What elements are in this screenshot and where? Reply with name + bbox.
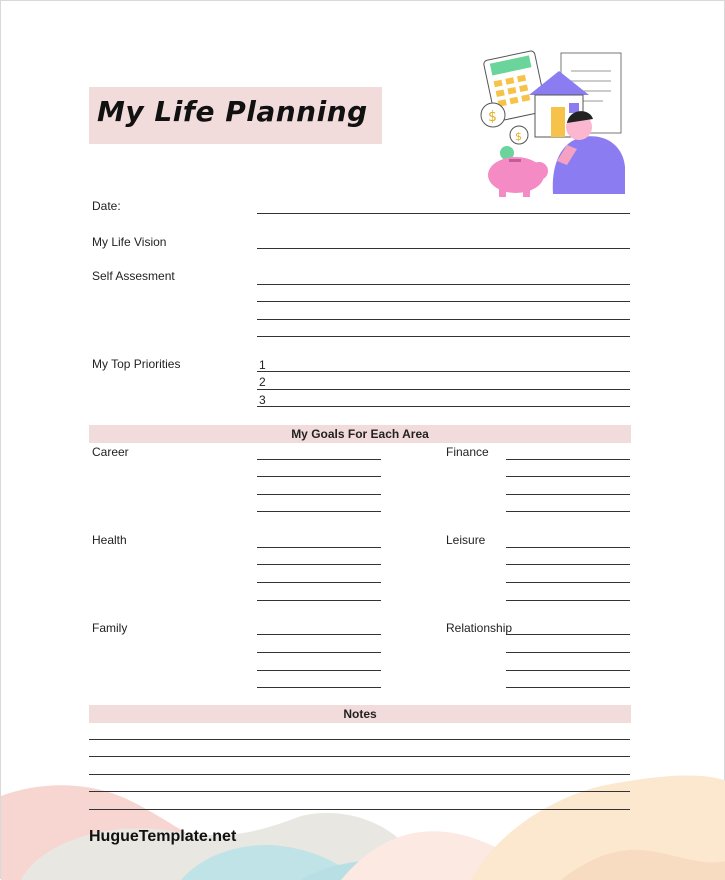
goal-area-career: Career bbox=[92, 445, 129, 459]
goal-area-health: Health bbox=[92, 533, 127, 547]
family-line[interactable] bbox=[257, 634, 381, 635]
notes-line[interactable] bbox=[89, 791, 630, 792]
priority-number: 2 bbox=[259, 375, 266, 389]
notes-line[interactable] bbox=[89, 809, 630, 810]
goals-header: My Goals For Each Area bbox=[291, 427, 429, 441]
leisure-line[interactable] bbox=[506, 582, 630, 583]
self-assessment-label: Self Assesment bbox=[92, 269, 175, 283]
priority-line-3[interactable] bbox=[257, 406, 630, 407]
health-line[interactable] bbox=[257, 582, 381, 583]
career-line[interactable] bbox=[257, 476, 381, 477]
finance-line[interactable] bbox=[506, 511, 630, 512]
health-line[interactable] bbox=[257, 547, 381, 548]
footer-brand: HugueTemplate.net bbox=[89, 828, 237, 845]
self-assessment-line-3[interactable] bbox=[257, 319, 630, 320]
priority-number: 3 bbox=[259, 393, 266, 407]
relationship-line[interactable] bbox=[506, 634, 630, 635]
life-vision-line[interactable] bbox=[257, 248, 630, 249]
leisure-line[interactable] bbox=[506, 547, 630, 548]
career-line[interactable] bbox=[257, 459, 381, 460]
notes-header: Notes bbox=[343, 707, 377, 721]
goal-area-family: Family bbox=[92, 621, 128, 635]
finance-line[interactable] bbox=[506, 494, 630, 495]
notes-header-band bbox=[89, 705, 631, 723]
date-line[interactable] bbox=[257, 213, 630, 214]
health-line[interactable] bbox=[257, 600, 381, 601]
goal-area-leisure: Leisure bbox=[446, 533, 486, 547]
family-line[interactable] bbox=[257, 652, 381, 653]
relationship-line[interactable] bbox=[506, 670, 630, 671]
top-priorities-label: My Top Priorities bbox=[92, 357, 181, 371]
priority-line-2[interactable] bbox=[257, 389, 630, 390]
date-label: Date: bbox=[92, 199, 121, 213]
notes-line[interactable] bbox=[89, 774, 630, 775]
health-line[interactable] bbox=[257, 564, 381, 565]
family-line[interactable] bbox=[257, 687, 381, 688]
leisure-line[interactable] bbox=[506, 564, 630, 565]
svg-text:$: $ bbox=[515, 130, 522, 143]
goals-header-band bbox=[89, 425, 631, 443]
priority-number: 1 bbox=[259, 358, 266, 372]
self-assessment-line-1[interactable] bbox=[257, 284, 630, 285]
leisure-line[interactable] bbox=[506, 600, 630, 601]
page-title: My Life Planning bbox=[97, 95, 368, 128]
career-line[interactable] bbox=[257, 494, 381, 495]
relationship-line[interactable] bbox=[506, 687, 630, 688]
family-line[interactable] bbox=[257, 670, 381, 671]
notes-line[interactable] bbox=[89, 739, 630, 740]
self-assessment-line-4[interactable] bbox=[257, 336, 630, 337]
priority-line-1[interactable] bbox=[257, 371, 630, 372]
finance-line[interactable] bbox=[506, 476, 630, 477]
goal-area-finance: Finance bbox=[446, 445, 489, 459]
svg-text:$: $ bbox=[488, 109, 497, 125]
career-line[interactable] bbox=[257, 511, 381, 512]
decorative-waves bbox=[1, 761, 725, 880]
goal-area-relationship: Relationship bbox=[446, 621, 513, 635]
finance-planning-illustration bbox=[471, 49, 631, 199]
self-assessment-line-2[interactable] bbox=[257, 301, 630, 302]
relationship-line[interactable] bbox=[506, 652, 630, 653]
notes-line[interactable] bbox=[89, 756, 630, 757]
life-vision-label: My Life Vision bbox=[92, 235, 167, 249]
finance-line[interactable] bbox=[506, 459, 630, 460]
